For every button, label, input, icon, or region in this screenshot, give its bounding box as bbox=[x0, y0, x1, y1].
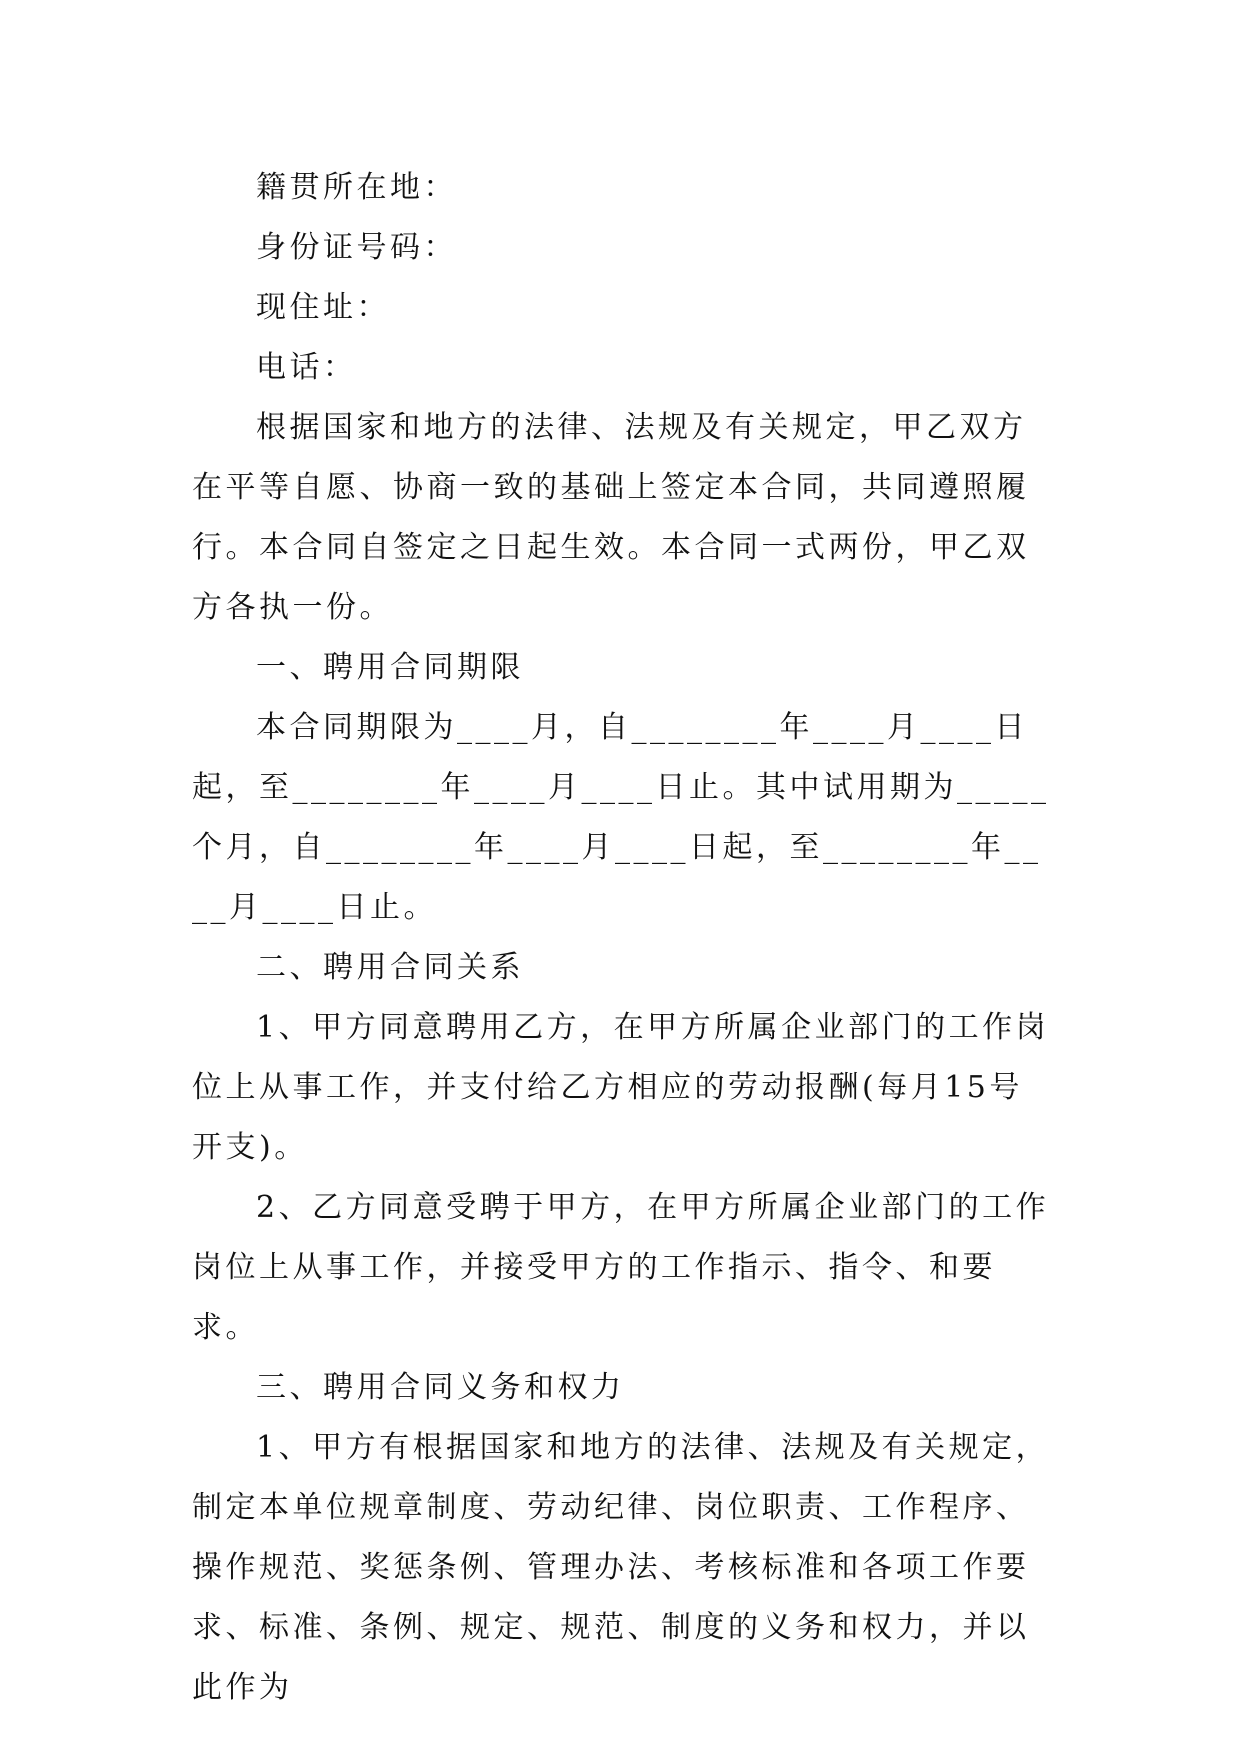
field-id-number: 身份证号码： bbox=[256, 230, 457, 265]
field-current-address: 现住址： bbox=[256, 290, 390, 325]
contract-body bbox=[192, 158, 1052, 1718]
term-paragraph: 本合同期限为____月，自________年____月____日起，至________年____月____日止。其中试用期为_____个月，自________年____月____日起，至________年____月____日止。 bbox=[192, 710, 1050, 925]
section-heading-term: 一、聘用合同期限 bbox=[256, 650, 524, 685]
relationship-clause-2: 2、乙方同意受聘于甲方，在甲方所属企业部门的工作岗位上从事工作，并接受甲方的工作指示、指令、和要求。 bbox=[192, 1190, 1050, 1345]
section-heading-relationship: 二、聘用合同关系 bbox=[256, 950, 524, 985]
obligations-clause-1: 1、甲方有根据国家和地方的法律、法规及有关规定，制定本单位规章制度、劳动纪律、岗位职责、工作程序、操作规范、奖惩条例、管理办法、考核标准和各项工作要求、标准、条例、规定、规范、制度的义务和权力，并以此作为 bbox=[192, 1430, 1050, 1705]
field-native-place: 籍贯所在地： bbox=[256, 170, 457, 205]
field-phone: 电话： bbox=[256, 350, 357, 385]
preamble-paragraph: 根据国家和地方的法律、法规及有关规定，甲乙双方在平等自愿、协商一致的基础上签定本合同，共同遵照履行。本合同自签定之日起生效。本合同一式两份，甲乙双方各执一份。 bbox=[192, 410, 1030, 625]
section-heading-obligations: 三、聘用合同义务和权力 bbox=[256, 1370, 625, 1405]
relationship-clause-1: 1、甲方同意聘用乙方，在甲方所属企业部门的工作岗位上从事工作，并支付给乙方相应的劳动报酬(每月15号开支)。 bbox=[192, 1010, 1050, 1165]
